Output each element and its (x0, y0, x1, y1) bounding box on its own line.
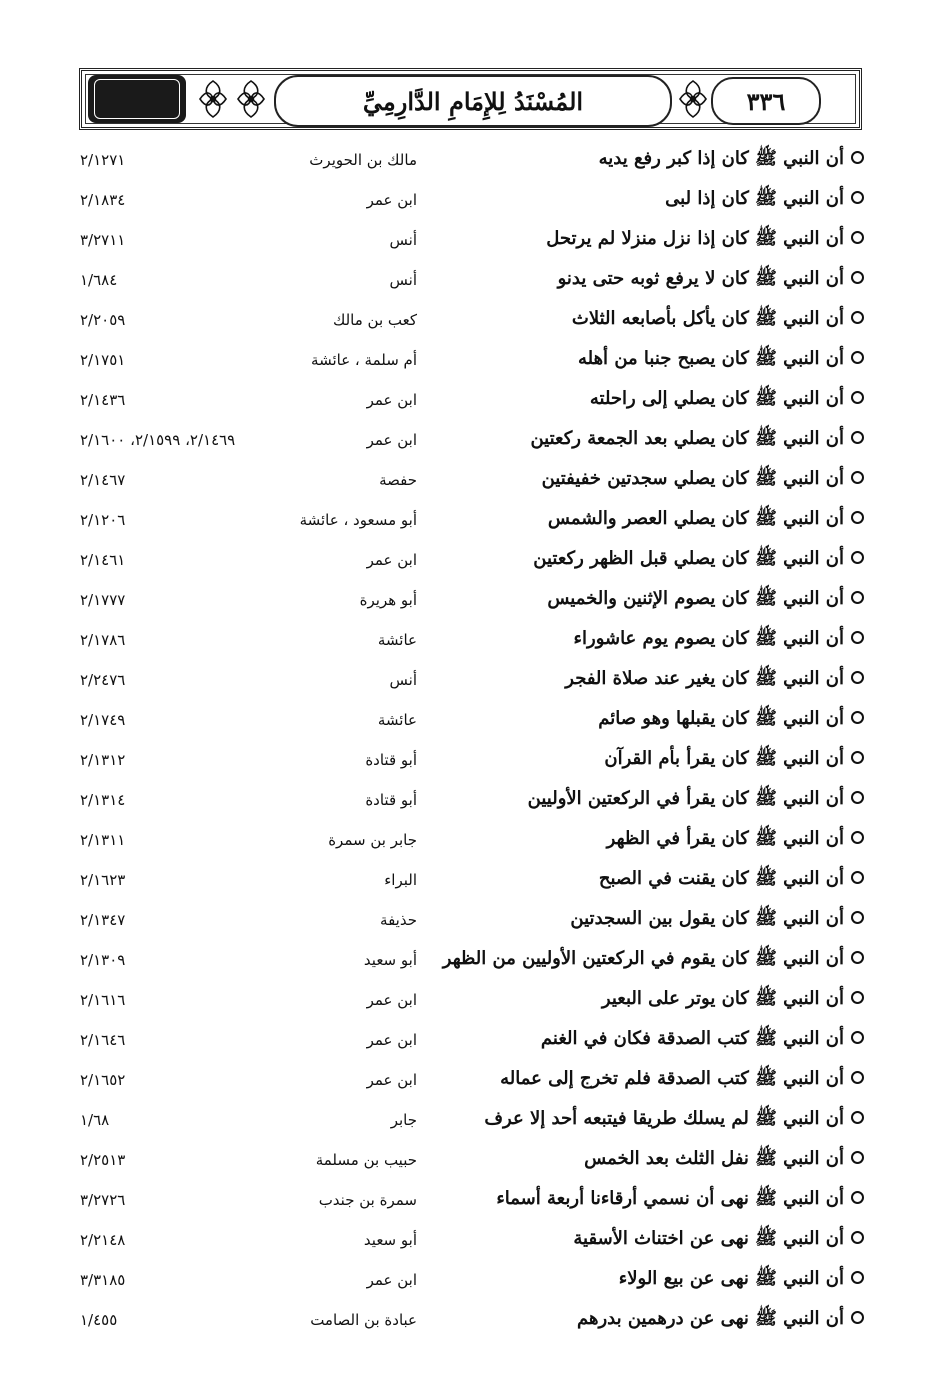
hadith-text (434, 1260, 864, 1300)
hadith-text (434, 700, 864, 740)
hadith-text (434, 540, 864, 580)
hadith-reference: ٢/١٧٧٧ (80, 591, 126, 609)
list-item (0, 260, 937, 300)
narrator-name: مالك بن الحويرث (309, 151, 417, 169)
hadith-text (434, 660, 864, 700)
bullet-circle-icon (851, 711, 864, 724)
hadith-reference: ٢/١٦٥٢ (80, 1071, 126, 1089)
hadith-reference: ٢/١٣١٢ (80, 751, 126, 769)
hadith-label: أن النبي ﷺ كان يقرأ بأم القرآن (604, 748, 844, 769)
hadith-label: أن النبي ﷺ كان يقوم في الركعتين الأوليين من الظهر (442, 948, 844, 969)
bullet-circle-icon (851, 671, 864, 684)
hadith-reference: ٢/١٤٦٩، ٢/١٥٩٩، ٢/١٦٠٠ (80, 431, 236, 449)
hadith-reference: ٣/٢٧١١ (80, 231, 126, 249)
bullet-circle-icon (851, 471, 864, 484)
bullet-circle-icon (851, 311, 864, 324)
hadith-label: أن النبي ﷺ كان يغير عند صلاة الفجر (565, 668, 844, 689)
hadith-reference: ١/٦٨ (80, 1111, 110, 1129)
hadith-label: أن النبي ﷺ كان يصلي العصر والشمس (547, 508, 844, 529)
hadith-label: أن النبي ﷺ كان يصوم يوم عاشوراء (573, 628, 844, 649)
hadith-text (434, 260, 864, 300)
list-item (0, 1100, 937, 1140)
hadith-label: أن النبي ﷺ كان يصلي سجدتين خفيفتين (541, 468, 844, 489)
hadith-text (434, 140, 864, 180)
narrator-name: ابن عمر (366, 1031, 417, 1049)
narrator-name: أبو قتادة (365, 751, 417, 769)
title-cartouche (274, 75, 672, 127)
hadith-label: أن النبي ﷺ نهى عن اختناث الأسقية (573, 1228, 844, 1249)
hadith-label: أن النبي ﷺ كان يقنت في الصبح (598, 868, 844, 889)
hadith-label: أن النبي ﷺ كان يقبلها وهو صائم (598, 708, 844, 729)
hadith-reference: ٢/١٤٣٦ (80, 391, 126, 409)
narrator-name: أبو هريرة (359, 591, 417, 609)
hadith-label: أن النبي ﷺ كان يقرأ في الظهر (606, 828, 844, 849)
hadith-text (434, 820, 864, 860)
hadith-label: أن النبي ﷺ نهى عن بيع الولاء (618, 1268, 844, 1289)
list-item (0, 1300, 937, 1340)
narrator-name: ابن عمر (366, 431, 417, 449)
narrator-name: أنس (389, 231, 417, 249)
hadith-label: أن النبي ﷺ كان يصلي قبل الظهر ركعتين (533, 548, 844, 569)
bullet-circle-icon (851, 991, 864, 1004)
list-item (0, 860, 937, 900)
narrator-name: عائشة (377, 711, 417, 729)
hadith-reference: ٢/٢٤٧٦ (80, 671, 126, 689)
bullet-circle-icon (851, 951, 864, 964)
hadith-label: أن النبي ﷺ كان يقرأ في الركعتين الأوليين (527, 788, 844, 809)
list-item (0, 1260, 937, 1300)
narrator-name: أبو مسعود ، عائشة (299, 511, 417, 529)
narrator-name: عائشة (377, 631, 417, 649)
hadith-label: أن النبي ﷺ كان إذا لبى (665, 188, 844, 209)
list-item (0, 820, 937, 860)
hadith-label: أن النبي ﷺ نهى عن درهمين بدرهم (576, 1308, 844, 1329)
hadith-text (434, 780, 864, 820)
narrator-name: حفصة (379, 471, 417, 489)
hadith-label: أن النبي ﷺ كان يصوم الإثنين والخميس (547, 588, 844, 609)
floral-knot-icon (232, 76, 270, 122)
bullet-circle-icon (851, 831, 864, 844)
narrator-name: ابن عمر (366, 551, 417, 569)
page-number: ٣٣٦ (746, 86, 786, 116)
hadith-text (434, 460, 864, 500)
list-item (0, 460, 937, 500)
seal-inner-frame (94, 79, 180, 119)
bullet-circle-icon (851, 871, 864, 884)
book-title: المُسْنَدُ لِلإِمَامِ الدَّارِمِيِّ (362, 86, 584, 116)
hadith-text (434, 900, 864, 940)
list-item (0, 140, 937, 180)
hadith-reference: ٢/١٦٢٣ (80, 871, 126, 889)
list-item (0, 1140, 937, 1180)
hadith-reference: ٢/١٣١١ (80, 831, 126, 849)
list-item (0, 1020, 937, 1060)
hadith-reference: ٢/١٢٠٦ (80, 511, 126, 529)
list-item (0, 740, 937, 780)
bullet-circle-icon (851, 271, 864, 284)
page-header (79, 68, 862, 130)
bullet-circle-icon (851, 1111, 864, 1124)
narrator-name: أبو سعيد (363, 951, 417, 969)
bullet-circle-icon (851, 431, 864, 444)
hadith-text (434, 740, 864, 780)
bullet-circle-icon (851, 151, 864, 164)
list-item (0, 220, 937, 260)
hadith-text (434, 1180, 864, 1220)
hadith-label: أن النبي ﷺ كان يوتر على البعير (601, 988, 844, 1009)
list-item (0, 700, 937, 740)
narrator-name: ابن عمر (366, 191, 417, 209)
bullet-circle-icon (851, 1271, 864, 1284)
hadith-text (434, 340, 864, 380)
hadith-text (434, 180, 864, 220)
hadith-text (434, 300, 864, 340)
list-item (0, 340, 937, 380)
hadith-text (434, 860, 864, 900)
bullet-circle-icon (851, 1031, 864, 1044)
narrator-name: جابر بن سمرة (328, 831, 417, 849)
list-item (0, 940, 937, 980)
narrator-name: البراء (384, 871, 417, 889)
hadith-reference: ١/٤٥٥ (80, 1311, 118, 1329)
hadith-text (434, 940, 864, 980)
hadith-text (434, 420, 864, 460)
hadith-reference: ٢/٢٠٥٩ (80, 311, 126, 329)
narrator-name: جابر (390, 1111, 417, 1129)
hadith-label: أن النبي ﷺ نفل الثلث بعد الخمس (584, 1148, 844, 1169)
narrator-name: ابن عمر (366, 1271, 417, 1289)
bullet-circle-icon (851, 591, 864, 604)
bullet-circle-icon (851, 631, 864, 644)
list-item (0, 500, 937, 540)
floral-knot-icon (194, 76, 232, 122)
hadith-reference: ٢/١٦١٦ (80, 991, 126, 1009)
hadith-reference: ٢/٢٥١٣ (80, 1151, 126, 1169)
hadith-label: أن النبي ﷺ كان إذا كبر رفع يديه (598, 148, 844, 169)
list-item (0, 780, 937, 820)
book-seal-logo (88, 75, 186, 123)
list-item (0, 1180, 937, 1220)
list-item (0, 180, 937, 220)
list-item (0, 300, 937, 340)
bullet-circle-icon (851, 1071, 864, 1084)
narrator-name: كعب بن مالك (332, 311, 417, 329)
bullet-circle-icon (851, 391, 864, 404)
list-item (0, 1060, 937, 1100)
narrator-name: حبيب بن مسلمة (315, 1151, 417, 1169)
hadith-text (434, 1100, 864, 1140)
list-item (0, 660, 937, 700)
hadith-text (434, 1140, 864, 1180)
bullet-circle-icon (851, 511, 864, 524)
list-item (0, 420, 937, 460)
hadith-label: أن النبي ﷺ كان يصلي بعد الجمعة ركعتين (530, 428, 844, 449)
hadith-label: أن النبي ﷺ كتب الصدقة فكان في الغنم (540, 1028, 844, 1049)
hadith-label: أن النبي ﷺ لم يسلك طريقا فيتبعه أحد إلا عرف (484, 1108, 844, 1129)
list-item (0, 620, 937, 660)
narrator-name: ابن عمر (366, 391, 417, 409)
list-item (0, 1220, 937, 1260)
hadith-text (434, 220, 864, 260)
bullet-circle-icon (851, 231, 864, 244)
list-item (0, 900, 937, 940)
hadith-reference: ٢/١٤٦١ (80, 551, 126, 569)
hadith-reference: ٢/١٢٧١ (80, 151, 126, 169)
narrator-name: حذيفة (380, 911, 417, 929)
hadith-label: أن النبي ﷺ كان يقول بين السجدتين (570, 908, 844, 929)
bullet-circle-icon (851, 911, 864, 924)
hadith-text (434, 1220, 864, 1260)
hadith-reference: ٢/١٦٤٦ (80, 1031, 126, 1049)
hadith-label: أن النبي ﷺ كان يأكل بأصابعه الثلاث (571, 308, 844, 329)
narrator-name: أبو سعيد (363, 1231, 417, 1249)
hadith-text (434, 500, 864, 540)
narrator-name: ابن عمر (366, 1071, 417, 1089)
narrator-name: أبو قتادة (365, 791, 417, 809)
hadith-reference: ٢/١٣١٤ (80, 791, 126, 809)
hadith-reference: ٣/٣١٨٥ (80, 1271, 126, 1289)
list-item (0, 380, 937, 420)
hadith-text (434, 380, 864, 420)
list-item (0, 540, 937, 580)
hadith-label: أن النبي ﷺ كان لا يرفع ثوبه حتى يدنو (557, 268, 844, 289)
narrator-name: أم سلمة ، عائشة (311, 351, 417, 369)
hadith-text (434, 580, 864, 620)
list-item (0, 580, 937, 620)
bullet-circle-icon (851, 551, 864, 564)
hadith-label: أن النبي ﷺ كان إذا نزل منزلا لم يرتحل (546, 228, 844, 249)
hadith-label: أن النبي ﷺ كان يصلي إلى راحلته (589, 388, 844, 409)
bullet-circle-icon (851, 1151, 864, 1164)
hadith-label: أن النبي ﷺ كان يصبح جنبا من أهله (577, 348, 844, 369)
hadith-text (434, 1020, 864, 1060)
list-item (0, 980, 937, 1020)
hadith-text (434, 1060, 864, 1100)
hadith-label: أن النبي ﷺ نهى أن نسمي أرقاءنا أربعة أسماء (496, 1188, 844, 1209)
narrator-name: ابن عمر (366, 991, 417, 1009)
hadith-reference: ٢/١٧٤٩ (80, 711, 126, 729)
hadith-text (434, 620, 864, 660)
hadith-reference: ٢/١٤٦٧ (80, 471, 126, 489)
hadith-reference: ٢/١٧٨٦ (80, 631, 126, 649)
bullet-circle-icon (851, 791, 864, 804)
hadith-reference: ٢/١٨٣٤ (80, 191, 126, 209)
floral-knot-icon (674, 76, 712, 122)
hadith-reference: ٢/١٧٥١ (80, 351, 126, 369)
bullet-circle-icon (851, 1231, 864, 1244)
bullet-circle-icon (851, 351, 864, 364)
narrator-name: عبادة بن الصامت (310, 1311, 417, 1329)
hadith-text (434, 1300, 864, 1340)
hadith-reference: ٢/٢١٤٨ (80, 1231, 126, 1249)
narrator-name: أنس (389, 271, 417, 289)
page-number-box (711, 77, 821, 125)
narrator-name: سمرة بن جندب (318, 1191, 417, 1209)
bullet-circle-icon (851, 1191, 864, 1204)
hadith-reference: ١/٦٨٤ (80, 271, 118, 289)
hadith-reference: ٢/١٣٠٩ (80, 951, 126, 969)
bullet-circle-icon (851, 191, 864, 204)
narrator-name: أنس (389, 671, 417, 689)
hadith-text (434, 980, 864, 1020)
bullet-circle-icon (851, 1311, 864, 1324)
hadith-label: أن النبي ﷺ كتب الصدقة فلم تخرج إلى عماله (500, 1068, 844, 1089)
hadith-reference: ٣/٢٧٢٦ (80, 1191, 126, 1209)
hadith-reference: ٢/١٣٤٧ (80, 911, 126, 929)
bullet-circle-icon (851, 751, 864, 764)
